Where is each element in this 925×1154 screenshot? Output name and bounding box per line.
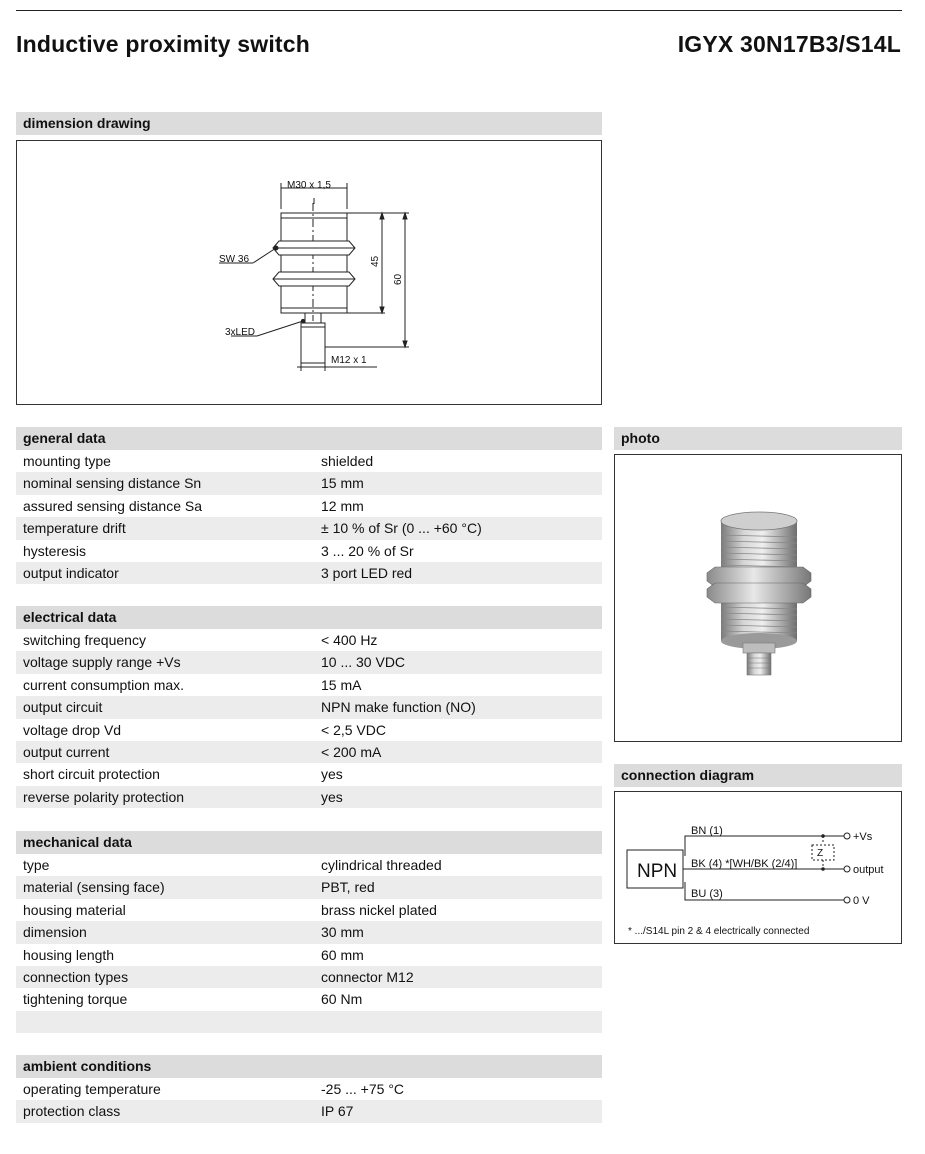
table-row: mounting type shielded [23,453,374,469]
table-row [16,1011,602,1033]
table-row: housing length 60 mm [23,946,364,963]
table-row: output circuit NPN make function (NO) [16,696,602,718]
table-row: operating temperature -25 ... +75 °C [23,1081,405,1097]
page-title: Inductive proximity switch [16,31,311,57]
dimension-drawing [17,141,601,404]
table-row: reverse polarity protection yes [16,786,602,808]
npn-label: NPN [637,861,678,882]
mechanical-data-heading: mechanical data [16,831,602,854]
vs-terminal-label: +Vs [853,831,873,843]
table-row: housing material brass nickel plated [23,901,437,918]
sensor-photo [615,455,901,741]
zero-volt-terminal-label: 0 V [853,895,870,907]
ambient-conditions-table [16,1078,602,1123]
bk-label: BK (4) *[WH/BK (2/4)] [691,858,798,870]
photo-box [614,454,902,742]
table-row: dimension 30 mm [16,921,602,943]
model-number: IGYX 30N17B3/S14L [677,31,901,57]
table-row: connection types connector M12 [16,966,602,988]
electrical-data-heading: electrical data [16,606,602,629]
photo-heading: photo [614,427,902,450]
table-row: hysteresis 3 ... 20 % of Sr [23,542,414,559]
table-row: assured sensing distance Sa 12 mm [23,497,364,514]
bn-label: BN (1) [691,825,723,837]
ambient-conditions-heading: ambient conditions [16,1055,602,1078]
general-data-table [16,450,602,584]
table-row: nominal sensing distance Sn 15 mm [16,472,602,494]
dimension-drawing-box [16,140,602,405]
dim-45-label: 45 [370,255,381,267]
thread-label: M30 x 1,5 [287,180,331,191]
connector-thread-label: M12 x 1 [331,355,367,366]
table-row: voltage supply range +Vs 10 ... 30 VDC [16,651,602,673]
table-row: output indicator 3 port LED red [16,562,602,584]
wrench-size-label: SW 36 [219,254,250,265]
table-row: current consumption max. 15 mA [23,676,362,693]
led-label: 3xLED [225,327,256,338]
top-rule [16,10,902,11]
table-row: short circuit protection yes [23,766,343,783]
electrical-data-table [16,629,602,808]
general-data-heading: general data [16,427,602,450]
mechanical-data-table [16,854,602,1033]
table-row: type cylindrical threaded [23,857,442,873]
dimension-drawing-heading: dimension drawing [16,112,602,135]
output-terminal-label: output [853,864,884,876]
connection-diagram-heading: connection diagram [614,764,902,787]
table-row: material (sensing face) PBT, red [16,876,602,898]
z-label: Z [817,848,824,859]
diagram-footnote: * .../S14L pin 2 & 4 electrically connected [628,926,810,937]
table-row: tightening torque 60 Nm [23,991,363,1008]
dim-60-label: 60 [393,273,404,285]
table-row: switching frequency < 400 Hz [23,632,378,648]
connection-diagram-box [614,791,902,944]
bu-label: BU (3) [691,888,723,900]
table-row: protection class IP 67 [16,1100,602,1122]
table-row: output current < 200 mA [16,741,602,763]
table-row: voltage drop Vd < 2,5 VDC [23,721,386,738]
table-row: temperature drift ± 10 % of Sr (0 ... +60 °C) [16,517,602,539]
connection-diagram [615,792,901,943]
